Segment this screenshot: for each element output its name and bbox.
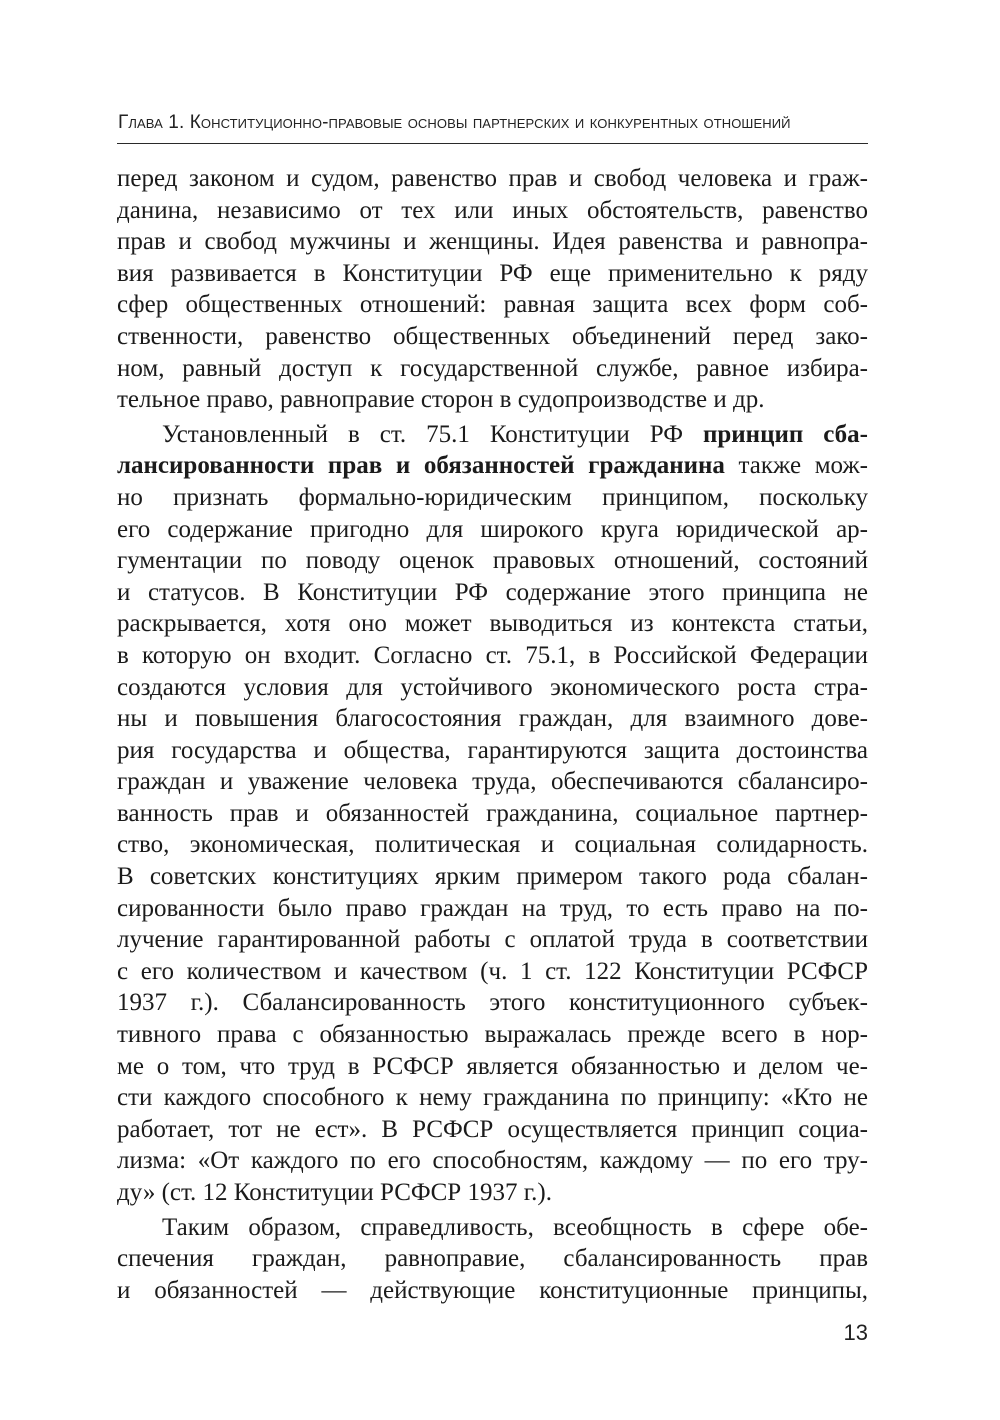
- text-line: [117, 419, 868, 451]
- bold-term: принцип сба-: [702, 420, 869, 448]
- page-number: 13: [843, 1320, 868, 1345]
- text-line: ственности, равенство общественных объединений перед зако-: [117, 322, 868, 350]
- text-line: ду» (ст. 12 Конституции РСФСР 1937 г.).: [117, 1179, 552, 1206]
- text-line: Таким образом, справедливость, всеобщность в сфере обе-: [162, 1213, 868, 1241]
- text-line: спечения граждан, равноправие, сбалансированность прав: [117, 1245, 868, 1273]
- text-line: его содержание пригодно для широкого круга юридической ар-: [117, 515, 868, 543]
- text-line: лизма: «От каждого по его способностям, каждому — по его тру-: [117, 1147, 868, 1175]
- text-line: и обязанностей — действующие конституционные принципы,: [117, 1276, 868, 1304]
- text-line: 1937 г.). Сбалансированность этого конституционного субъек-: [117, 989, 868, 1017]
- paragraph-2: [117, 419, 868, 1209]
- text-line: [117, 450, 868, 482]
- header-rule: [117, 143, 868, 144]
- text-line: ны и повышения благосостояния граждан, для взаимного дове-: [117, 705, 868, 733]
- text-line: тивного права с обязанностью выражалась прежде всего в нор-: [117, 1021, 868, 1049]
- text-line: создаются условия для устойчивого экономического роста стра-: [117, 673, 868, 701]
- text-line: гументации по поводу оценок правовых отношений, состояний: [117, 547, 868, 575]
- paragraph-1: [117, 163, 868, 416]
- text-line: работает, тот не ест». В РСФСР осуществляется принцип социа-: [117, 1115, 868, 1143]
- bold-term: лансированности прав и обязанностей гражданина: [117, 452, 725, 480]
- text-run: также мож-: [724, 452, 868, 480]
- text-line: ме о том, что труд в РСФСР является обязанностью и делом че-: [117, 1052, 868, 1080]
- text-line: с его количеством и качеством (ч. 1 ст. 122 Конституции РСФСР: [117, 957, 868, 985]
- text-line: лучение гарантированной работы с оплатой труда в соответствии: [117, 926, 868, 954]
- paragraph-3: [117, 1212, 868, 1307]
- text-line: перед законом и судом, равенство прав и свобод человека и граж-: [117, 165, 868, 192]
- text-run: Установленный в ст. 75.1 Конституции РФ: [162, 420, 703, 448]
- text-line: сти каждого способного к нему гражданина по принципу: «Кто не: [117, 1084, 868, 1112]
- body-text: [117, 163, 868, 1306]
- text-line: в которую он входит. Согласно ст. 75.1, в Российской Федерации: [117, 641, 868, 669]
- text-line: но признать формально-юридическим принципом, поскольку: [117, 483, 868, 511]
- text-line: сированности было право граждан на труд, то есть право на по-: [117, 894, 868, 922]
- text-line: ство, экономическая, политическая и социальная солидарность.: [117, 831, 868, 859]
- text-line: и статусов. В Конституции РФ содержание этого принципа не: [117, 578, 868, 606]
- text-line: ванность прав и обязанностей гражданина, социальное партнер-: [117, 799, 868, 827]
- text-line: прав и свобод мужчины и женщины. Идея равенства и равнопра-: [117, 228, 868, 256]
- text-line: данина, независимо от тех или иных обстоятельств, равенство: [117, 196, 868, 224]
- text-line: сфер общественных отношений: равная защита всех форм соб-: [117, 291, 868, 319]
- running-header: Глава 1. Конституционно-правовые основы партнерских и конкурентных отношений: [118, 112, 791, 133]
- text-line: ном, равный доступ к государственной службе, равное избира-: [117, 354, 868, 382]
- text-line: рия государства и общества, гарантируются защита достоинства: [117, 736, 868, 764]
- text-line: тельное право, равноправие сторон в судопроизводстве и др.: [117, 386, 765, 414]
- text-line: вия развивается в Конституции РФ еще применительно к ряду: [117, 259, 868, 287]
- text-line: В советских конституциях ярким примером такого рода сбалан-: [117, 863, 868, 891]
- text-line: раскрывается, хотя оно может выводиться из контекста статьи,: [117, 610, 868, 638]
- text-line: граждан и уважение человека труда, обеспечиваются сбалансиро-: [117, 768, 868, 796]
